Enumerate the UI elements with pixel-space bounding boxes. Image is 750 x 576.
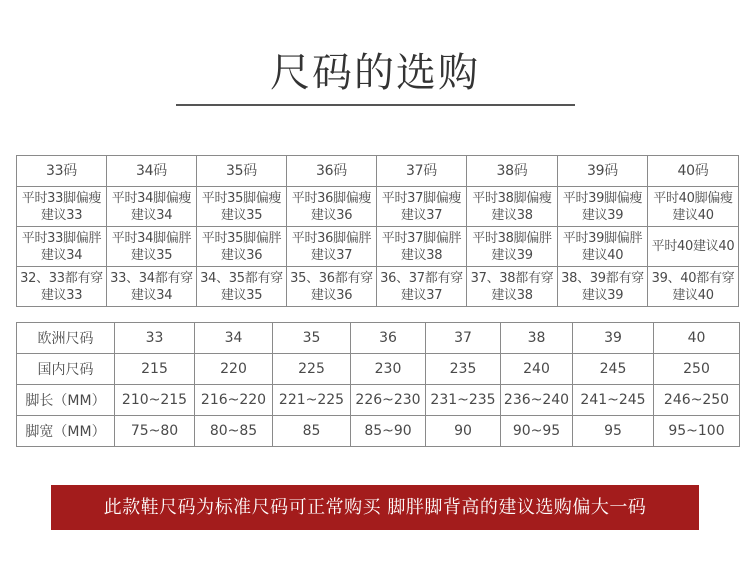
size-cell: 245 — [573, 354, 654, 385]
fit-cell: 平时37脚偏胖建议38 — [377, 227, 467, 267]
size-row — [17, 385, 740, 416]
size-cell: 34 — [195, 323, 273, 354]
size-cell: 246~250 — [654, 385, 740, 416]
size-cell: 90 — [426, 416, 501, 447]
size-cell: 210~215 — [115, 385, 195, 416]
size-cell: 95~100 — [654, 416, 740, 447]
size-cell: 215 — [115, 354, 195, 385]
fit-cell: 38、39都有穿建议39 — [558, 267, 648, 307]
size-row-label: 国内尺码 — [17, 354, 115, 385]
fit-header-cell: 40码 — [648, 156, 739, 187]
size-cell: 240 — [501, 354, 573, 385]
fit-cell: 平时36脚偏胖建议37 — [287, 227, 377, 267]
fit-header-cell: 35码 — [197, 156, 287, 187]
fit-cell: 平时33脚偏瘦建议33 — [17, 187, 107, 227]
fit-header-cell: 39码 — [558, 156, 648, 187]
size-row-label: 脚长（MM） — [17, 385, 115, 416]
size-cell: 80~85 — [195, 416, 273, 447]
size-cell: 230 — [351, 354, 426, 385]
size-cell: 250 — [654, 354, 740, 385]
fit-cell: 平时40脚偏瘦建议40 — [648, 187, 739, 227]
size-cell: 241~245 — [573, 385, 654, 416]
fit-header-cell: 36码 — [287, 156, 377, 187]
size-cell: 220 — [195, 354, 273, 385]
size-cell: 85 — [273, 416, 351, 447]
fit-header-row — [17, 156, 739, 187]
size-cell: 216~220 — [195, 385, 273, 416]
fit-header-cell: 33码 — [17, 156, 107, 187]
size-cell: 37 — [426, 323, 501, 354]
fit-header-cell: 34码 — [107, 156, 197, 187]
size-cell: 36 — [351, 323, 426, 354]
size-cell: 39 — [573, 323, 654, 354]
size-chart-table — [16, 322, 740, 447]
size-cell: 231~235 — [426, 385, 501, 416]
fit-cell: 平时40建议40 — [648, 227, 739, 267]
fit-cell: 平时38脚偏瘦建议38 — [467, 187, 558, 227]
fit-row — [17, 227, 739, 267]
fit-cell: 37、38都有穿建议38 — [467, 267, 558, 307]
size-cell: 40 — [654, 323, 740, 354]
size-cell: 221~225 — [273, 385, 351, 416]
fit-header-cell: 38码 — [467, 156, 558, 187]
fit-cell: 平时39脚偏胖建议40 — [558, 227, 648, 267]
size-row-label: 欧洲尺码 — [17, 323, 115, 354]
fit-row — [17, 267, 739, 307]
size-cell: 75~80 — [115, 416, 195, 447]
fit-cell: 平时34脚偏胖建议35 — [107, 227, 197, 267]
page-title: 尺码的选购 — [270, 50, 480, 96]
fit-cell: 35、36都有穿建议36 — [287, 267, 377, 307]
fit-cell: 32、33都有穿建议33 — [17, 267, 107, 307]
size-cell: 236~240 — [501, 385, 573, 416]
size-cell: 33 — [115, 323, 195, 354]
fit-cell: 平时38脚偏胖建议39 — [467, 227, 558, 267]
fit-cell: 平时34脚偏瘦建议34 — [107, 187, 197, 227]
size-cell: 35 — [273, 323, 351, 354]
size-cell: 226~230 — [351, 385, 426, 416]
fit-cell: 36、37都有穿建议37 — [377, 267, 467, 307]
fit-cell: 39、40都有穿建议40 — [648, 267, 739, 307]
fit-cell: 平时33脚偏胖建议34 — [17, 227, 107, 267]
fit-cell: 34、35都有穿建议35 — [197, 267, 287, 307]
size-cell: 85~90 — [351, 416, 426, 447]
size-row — [17, 416, 740, 447]
size-cell: 235 — [426, 354, 501, 385]
fit-cell: 平时36脚偏瘦建议36 — [287, 187, 377, 227]
fit-recommendation-table — [16, 155, 739, 307]
purchase-notice-banner: 此款鞋尺码为标准尺码可正常购买 脚胖脚背高的建议选购偏大一码 — [51, 485, 699, 530]
size-row — [17, 323, 740, 354]
fit-cell: 平时37脚偏瘦建议37 — [377, 187, 467, 227]
fit-cell: 平时35脚偏胖建议36 — [197, 227, 287, 267]
size-cell: 225 — [273, 354, 351, 385]
fit-cell: 平时35脚偏瘦建议35 — [197, 187, 287, 227]
size-cell: 38 — [501, 323, 573, 354]
fit-row — [17, 187, 739, 227]
fit-header-cell: 37码 — [377, 156, 467, 187]
title-underline — [176, 104, 575, 106]
fit-cell: 平时39脚偏瘦建议39 — [558, 187, 648, 227]
size-row-label: 脚宽（MM） — [17, 416, 115, 447]
fit-cell: 33、34都有穿建议34 — [107, 267, 197, 307]
size-cell: 95 — [573, 416, 654, 447]
size-row — [17, 354, 740, 385]
size-cell: 90~95 — [501, 416, 573, 447]
